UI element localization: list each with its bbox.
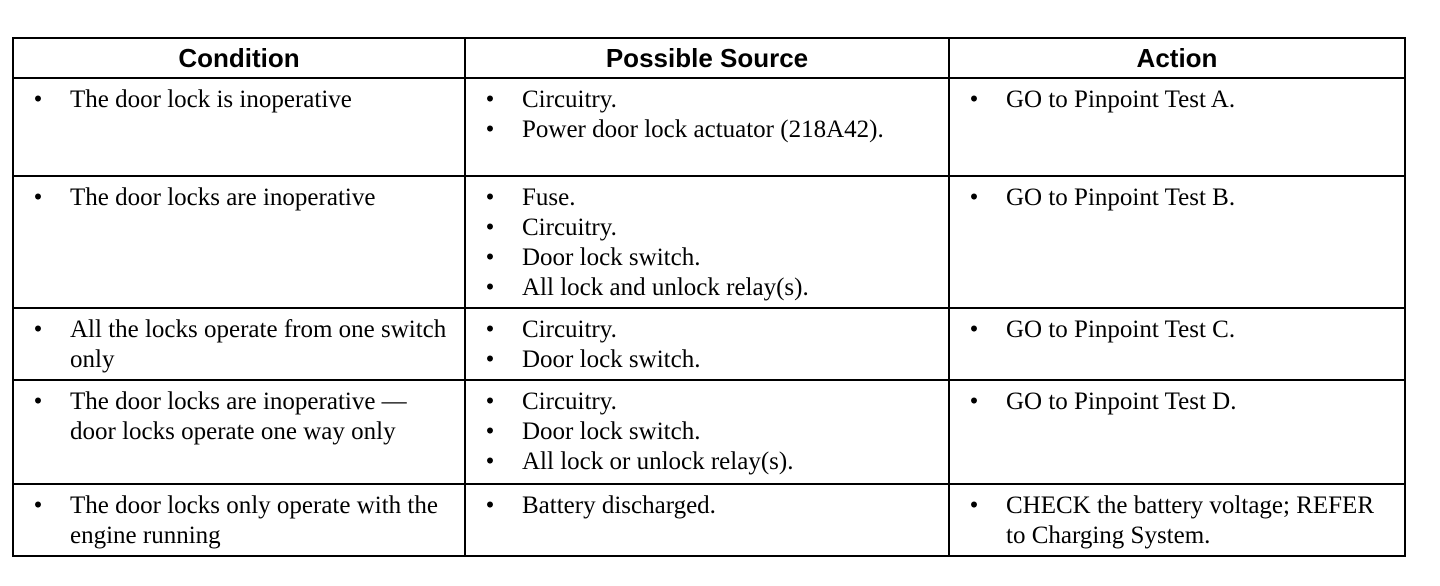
list-item	[28, 491, 456, 551]
bullet-icon: •	[485, 274, 495, 301]
bullet-icon: •	[485, 214, 495, 241]
table-row	[13, 308, 1405, 380]
list-item	[480, 85, 940, 115]
source-text: All lock and unlock relay(s).	[522, 274, 809, 301]
action-cell	[949, 484, 1405, 556]
action-text: GO to Pinpoint Test B.	[1006, 184, 1236, 211]
condition-text: The door locks are inoperative	[70, 184, 376, 211]
bullet-icon: •	[485, 116, 495, 143]
source-text: Circuitry.	[522, 86, 617, 113]
condition-cell	[13, 176, 465, 308]
list-item	[480, 345, 940, 375]
list-item	[964, 183, 1396, 213]
bullet-icon: •	[969, 316, 979, 343]
list-item	[28, 85, 456, 115]
condition-cell	[13, 380, 465, 484]
list-item	[480, 417, 940, 447]
list-item	[480, 273, 940, 303]
table-row	[13, 78, 1405, 176]
list-item	[480, 213, 940, 243]
symptom-chart-table	[12, 37, 1406, 557]
source-cell	[465, 484, 949, 556]
bullet-icon: •	[33, 86, 43, 113]
list-item	[964, 315, 1396, 345]
bullet-icon: •	[485, 316, 495, 343]
source-text: Door lock switch.	[522, 346, 701, 373]
condition-text: The door locks only operate with the engine running	[70, 492, 438, 549]
list-item	[480, 315, 940, 345]
bullet-icon: •	[485, 184, 495, 211]
bullet-icon: •	[969, 492, 979, 519]
condition-cell	[13, 78, 465, 176]
action-text: GO to Pinpoint Test C.	[1006, 316, 1236, 343]
source-text: Door lock switch.	[522, 418, 701, 445]
source-text: Battery discharged.	[522, 492, 716, 519]
bullet-icon: •	[485, 244, 495, 271]
table-row	[13, 484, 1405, 556]
source-text: Door lock switch.	[522, 244, 701, 271]
condition-text: The door locks are inoperative — door locks operate one way only	[70, 388, 407, 445]
condition-cell	[13, 484, 465, 556]
action-cell	[949, 78, 1405, 176]
action-cell	[949, 308, 1405, 380]
list-item	[28, 183, 456, 213]
bullet-icon: •	[485, 448, 495, 475]
list-item	[480, 491, 940, 521]
list-item	[480, 183, 940, 213]
condition-cell	[13, 308, 465, 380]
source-cell	[465, 78, 949, 176]
source-text: Circuitry.	[522, 388, 617, 415]
condition-text: All the locks operate from one switch only	[70, 316, 447, 373]
list-item	[480, 243, 940, 273]
bullet-icon: •	[33, 184, 43, 211]
table-header-row	[13, 38, 1405, 78]
bullet-icon: •	[33, 388, 43, 415]
source-text: Power door lock actuator (218A42).	[522, 116, 884, 143]
source-cell	[465, 308, 949, 380]
bullet-icon: •	[485, 492, 495, 519]
source-text: All lock or unlock relay(s).	[522, 448, 794, 475]
table-row	[13, 176, 1405, 308]
list-item	[480, 387, 940, 417]
source-text: Fuse.	[522, 184, 576, 211]
list-item	[480, 115, 940, 145]
list-item	[28, 387, 456, 447]
bullet-icon: •	[969, 184, 979, 211]
bullet-icon: •	[969, 388, 979, 415]
table-row	[13, 380, 1405, 484]
source-text: Circuitry.	[522, 214, 617, 241]
action-cell	[949, 380, 1405, 484]
list-item	[964, 85, 1396, 115]
bullet-icon: •	[485, 346, 495, 373]
bullet-icon: •	[969, 86, 979, 113]
bullet-icon: •	[485, 388, 495, 415]
header-condition: Condition	[13, 38, 465, 78]
action-text: GO to Pinpoint Test A.	[1006, 86, 1236, 113]
bullet-icon: •	[485, 418, 495, 445]
action-text: GO to Pinpoint Test D.	[1006, 388, 1237, 415]
action-cell	[949, 176, 1405, 308]
bullet-icon: •	[33, 492, 43, 519]
header-possible-source: Possible Source	[465, 38, 949, 78]
list-item	[480, 447, 940, 477]
source-cell	[465, 380, 949, 484]
source-cell	[465, 176, 949, 308]
header-action: Action	[949, 38, 1405, 78]
list-item	[964, 491, 1396, 551]
list-item	[964, 387, 1396, 417]
list-item	[28, 315, 456, 375]
source-text: Circuitry.	[522, 316, 617, 343]
bullet-icon: •	[33, 316, 43, 343]
condition-text: The door lock is inoperative	[70, 86, 352, 113]
action-text: CHECK the battery voltage; REFER to Charging System.	[1006, 492, 1375, 549]
bullet-icon: •	[485, 86, 495, 113]
